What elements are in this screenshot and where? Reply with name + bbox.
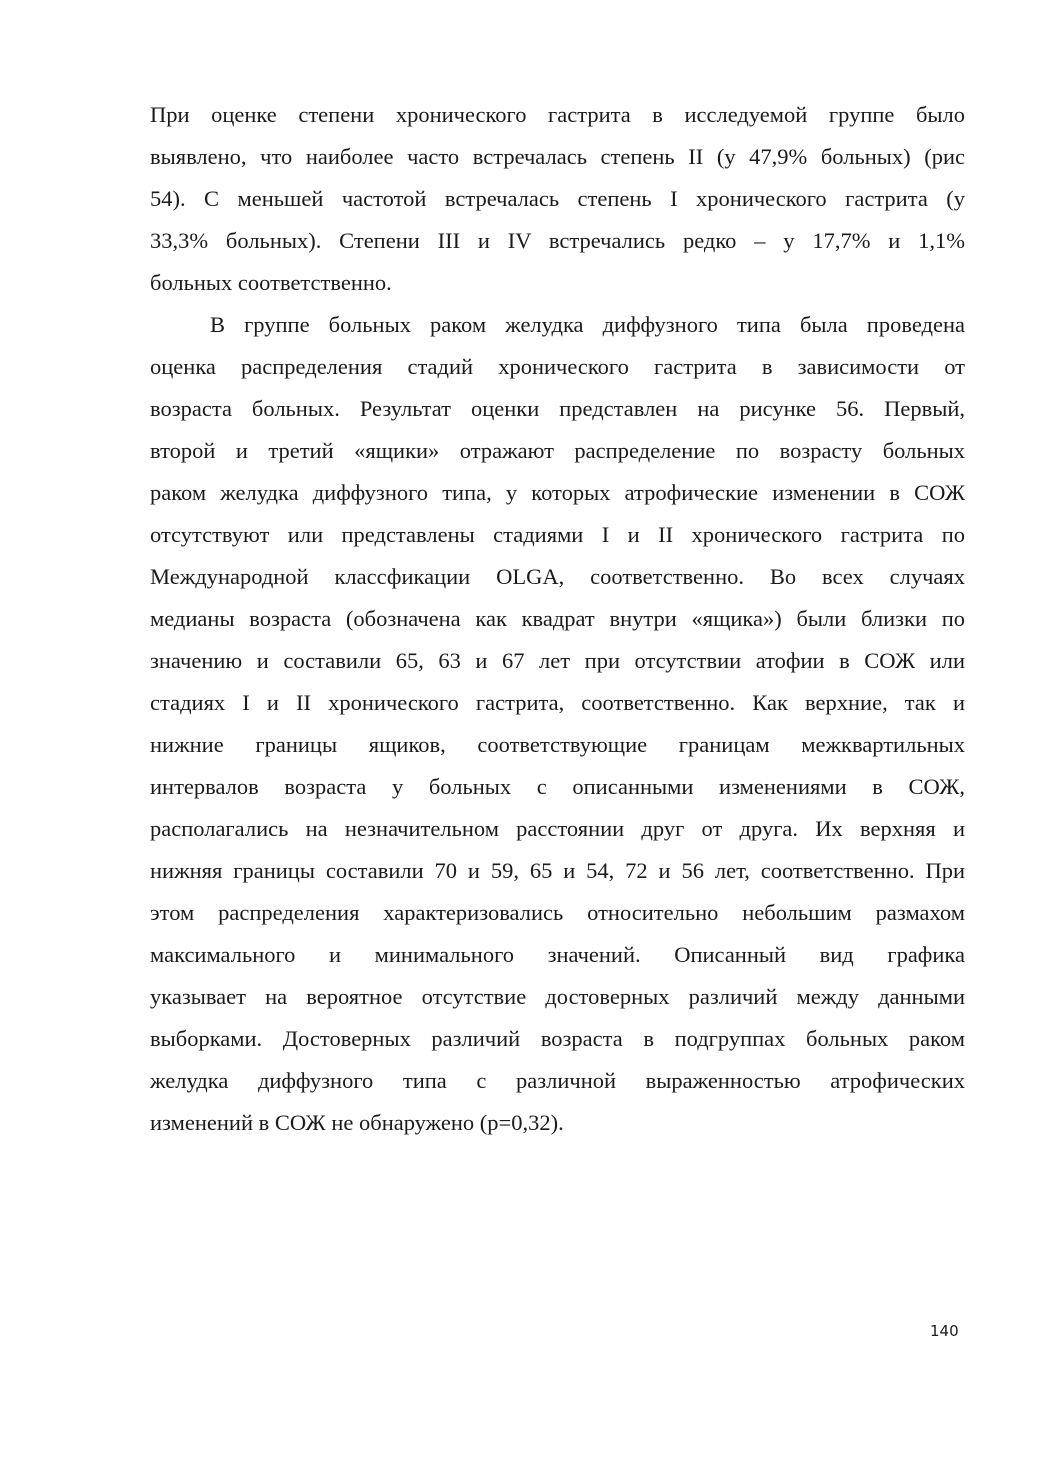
paragraph-2-line: указывает на вероятное отсутствие достоверных различий между данными xyxy=(150,984,965,1009)
paragraph-2-line: Международной классфикации OLGA, соответственно. Во всех случаях xyxy=(150,564,965,589)
paragraph-2-line: значению и составили 65, 63 и 67 лет при отсутствии атофии в СОЖ или xyxy=(150,648,965,673)
paragraph-2-line: нижняя границы составили 70 и 59, 65 и 54, 72 и 56 лет, соответственно. При xyxy=(150,858,965,883)
paragraph-2-line: второй и третий «ящики» отражают распределение по возрасту больных xyxy=(150,438,965,463)
paragraph-2-line: желудка диффузного типа с различной выраженностью атрофических xyxy=(150,1068,965,1093)
page-number: 140 xyxy=(930,1322,959,1340)
paragraph-2-line: стадиях I и II хронического гастрита, соответственно. Как верхние, так и xyxy=(150,690,965,715)
paragraph-1-line: выявлено, что наиболее часто встречалась степень II (у 47,9% больных) (рис xyxy=(150,144,965,169)
paragraph-1-line: При оценке степени хронического гастрита в исследуемой группе было xyxy=(150,102,965,127)
paragraph-2-line: раком желудка диффузного типа, у которых атрофические изменении в СОЖ xyxy=(150,480,965,505)
paragraph-2-line: отсутствуют или представлены стадиями I и II хронического гастрита по xyxy=(150,522,965,547)
paragraph-2-line: возраста больных. Результат оценки представлен на рисунке 56. Первый, xyxy=(150,396,965,421)
paragraph-2-line: изменений в СОЖ не обнаружено (p=0,32). xyxy=(150,1110,564,1135)
paragraph-1-line: больных соответственно. xyxy=(150,270,392,295)
paragraph-2-line: нижние границы ящиков, соответствующие границам межквартильных xyxy=(150,732,965,757)
paragraph-1-line: 54). С меньшей частотой встречалась степень I хронического гастрита (у xyxy=(150,186,965,211)
paragraph-2-line: выборками. Достоверных различий возраста в подгруппах больных раком xyxy=(150,1026,965,1051)
paragraph-2-line: медианы возраста (обозначена как квадрат внутри «ящика») были близки по xyxy=(150,606,965,631)
paragraph-2-line: максимального и минимального значений. Описанный вид графика xyxy=(150,942,965,967)
paragraph-2-line: В группе больных раком желудка диффузного типа была проведена xyxy=(210,312,965,337)
paragraph-2-line: располагались на незначительном расстоянии друг от друга. Их верхняя и xyxy=(150,816,965,841)
body-text xyxy=(150,94,965,1144)
paragraph-2-line: этом распределения характеризовались относительно небольшим размахом xyxy=(150,900,965,925)
paragraph-1-line: 33,3% больных). Степени III и IV встречались редко – у 17,7% и 1,1% xyxy=(150,228,965,253)
paragraph-2-line: интервалов возраста у больных с описанными изменениями в СОЖ, xyxy=(150,774,965,799)
paragraph-2-line: оценка распределения стадий хронического гастрита в зависимости от xyxy=(150,354,965,379)
